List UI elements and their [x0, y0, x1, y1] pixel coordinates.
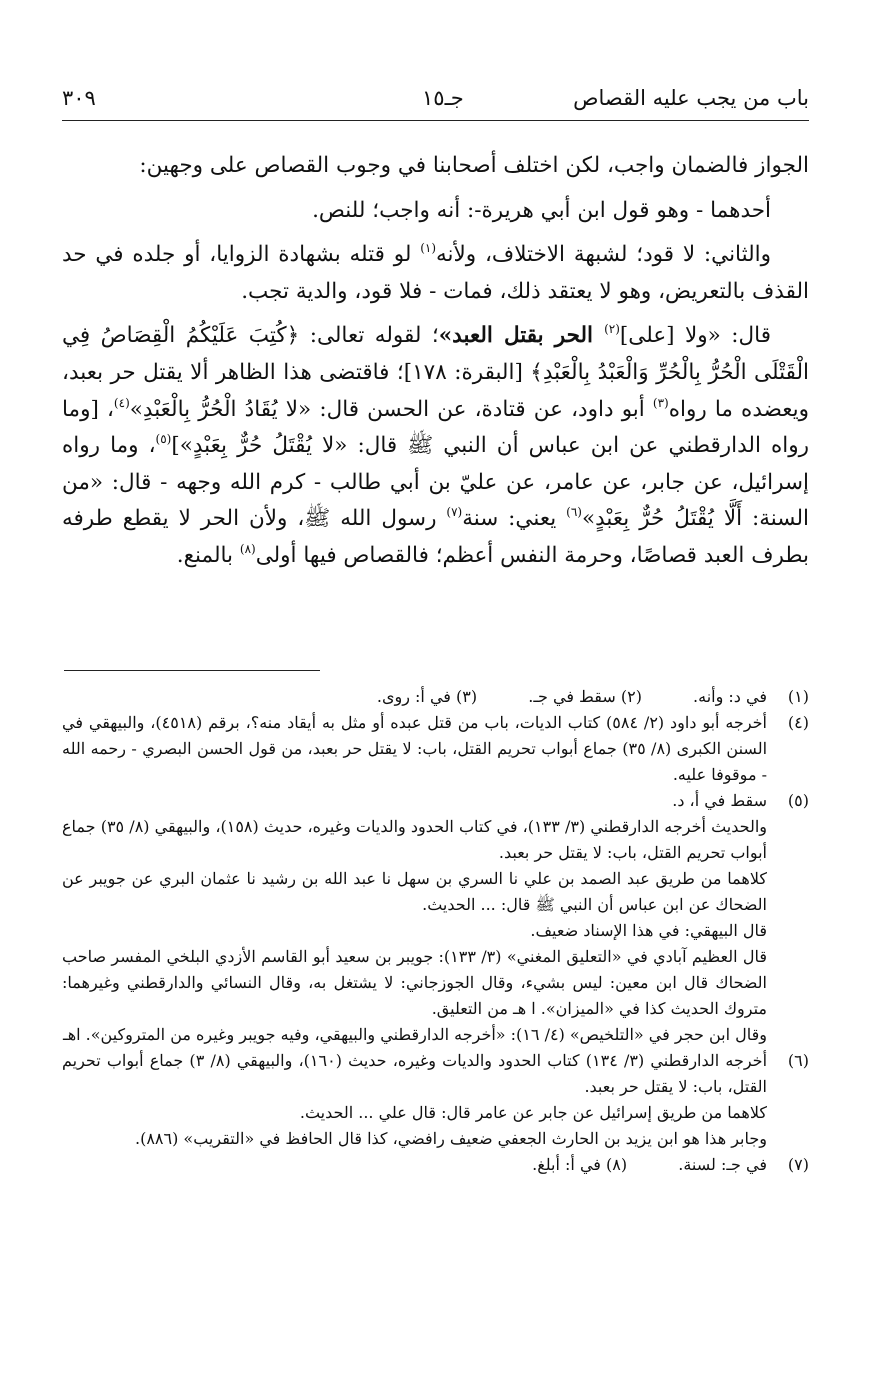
footnote-text: قال البيهقي: في هذا الإسناد ضعيف. [530, 921, 767, 940]
footnote-text: أخرجه أبو داود (٢/ ٥٨٤) كتاب الديات، باب من قتل عبده أو مثل به أيقاد منه؟، برقم (٤٥١٨)، والبيهقي في السنن الكبرى (٨/ ٣٥) جماع أبواب تحريم القتل، باب: لا يقتل حر بعبد، من قول الحسن البصري - رحمه الله - موقوفا عليه. [62, 713, 768, 784]
footnote-number: (٦) [787, 1051, 809, 1070]
chapter-title: باب من يجب عليه القصاص [573, 86, 809, 110]
footnote-text: وجابر هذا هو ابن يزيد بن الحارث الجعفي ضعيف رافضي، كذا قال الحافظ في «التقريب» (٨٨٦). [134, 1129, 767, 1148]
footnote-text: قال العظيم آبادي في «التعليق المغني» (٣/ ١٣٣): جويبر بن سعيد أبو القاسم الأزدي البلخي المفسر صاحب الضحاك قال ابن معين: ليس بشيء، وقال الجوزجاني: لا يشتغل به، وقال النسائي والدارقطني وغيرهما: متروك الحديث كذا في «الميزان». ا هـ من التعليق. [62, 947, 767, 1018]
text-run: والثاني: لا قود؛ لشبهة الاختلاف، ولأنه [436, 242, 772, 268]
text-run: [البقرة: ١٧٨]؛ فاقتضى هذا الظاهر ألا يقتل حر بعبد، ويعضده ما رواه [62, 359, 809, 422]
volume-number: جـ١٥ [422, 86, 464, 110]
footnote-number: (١) [787, 687, 809, 706]
quran-verse: ﴿كُتِبَ عَلَيْكُمُ الْقِصَاصُ فِي الْقَتْلَى الْحُرُّ بِالْحُرِّ وَالْعَبْدُ بِالْعَبْدِ﴾ [62, 323, 809, 385]
footnote-text: في أ: أبلغ. [532, 1155, 601, 1174]
footnote-ref-6[interactable]: (٦) [566, 505, 582, 520]
footnote-1-3 [62, 684, 809, 710]
footnote-text: سقط في جـ. [528, 687, 616, 706]
footnote-5 [62, 788, 809, 1048]
footnote-text: وقال ابن حجر في «التلخيص» (٤/ ١٦): «أخرجه الدارقطني والبيهقي، وفيه جويبر وغيره من المتروكين». اهـ [63, 1025, 767, 1044]
text-run: أبو داود، عن قتادة، عن الحسن قال: «لا يُقَادُ الْحُرُّ بِالْعَبْدِ» [129, 396, 653, 422]
text-run: ؛ لقوله تعالى: [299, 323, 439, 349]
footnote-ref-5[interactable]: (٥) [155, 432, 172, 447]
text-run: لو قتله بشهادة الزوايا، أو جلده في حد القذف بالتعريض، وهو لا يعتقد ذلك، فمات - فلا قود، والدية تجب. [62, 242, 809, 304]
footnote-text: كلاهما من طريق إسرائيل عن جابر عن عامر قال: قال علي ... الحديث. [299, 1103, 767, 1122]
text-run: رسول الله ﷺ، ولأن الحر لا يقطع طرفه بطرف العبد قصاصًا، وحرمة النفس أعظم؛ فالقصاص فيها أولى [62, 506, 809, 568]
paragraph-1: الجواز فالضمان واجب، لكن اختلف أصحابنا في وجوب القصاص على وجهين: [139, 153, 809, 178]
text-run: يعني: سنة [462, 506, 567, 532]
footnote-number: (٤) [787, 713, 809, 732]
footnote-7-8 [62, 1152, 809, 1178]
footnote-6 [62, 1048, 809, 1152]
text-run: قال: «ولا [على] [619, 323, 771, 349]
running-header [62, 80, 809, 121]
footnote-ref-2[interactable]: (٢) [604, 322, 620, 337]
matn-text: الحر بقتل العبد» [438, 323, 605, 349]
footnote-text: سقط في أ، د. [672, 791, 767, 810]
footnote-number: (٥) [787, 791, 809, 810]
text-run: بالمنع. [176, 542, 240, 568]
paragraph-3 [62, 237, 809, 310]
footnote-text: في د: وأنه. [693, 687, 767, 706]
footnote-ref-7[interactable]: (٧) [446, 505, 463, 520]
paragraph-4 [62, 318, 809, 574]
text-run: ، [وما رواه الدارقطني عن ابن عباس أن النبي ﷺ قال: «لا يُقْتَلُ حُرٌّ بِعَبْدٍ»] [62, 396, 809, 459]
footnote-text: والحديث أخرجه الدارقطني (٣/ ١٣٣)، في كتاب الحدود والديات وغيره، حديث (١٥٨)، والبيهقي (٨/ ٣٥) جماع أبواب تحريم القتل، باب: لا يقتل حر بعبد. [62, 817, 768, 862]
footnote-number: (٢) [620, 687, 642, 706]
footnote-ref-1[interactable]: (١) [420, 241, 437, 256]
main-text [62, 148, 809, 575]
footnote-text: في جـ: لسنة. [678, 1155, 767, 1174]
footnote-ref-8[interactable]: (٨) [239, 541, 256, 556]
footnote-text: في أ: روى. [376, 687, 451, 706]
footnote-ref-4[interactable]: (٤) [113, 395, 130, 410]
footnotes [62, 684, 809, 1178]
footnote-text: أخرجه الدارقطني (٣/ ١٣٤) كتاب الحدود والديات وغيره، حديث (١٦٠)، والبيهقي (٨/ ٣) جماع أبواب تحريم القتل، باب: لا يقتل حر بعبد. [62, 1051, 768, 1096]
footnote-text: كلاهما من طريق عبد الصمد بن علي نا السري بن سهل نا عبد الله بن رشيد نا عثمان البري عن جويبر عن الضحاك عن ابن عباس أن النبي ﷺ قال: ... الحديث. [62, 869, 767, 914]
footnote-ref-3[interactable]: (٣) [652, 395, 669, 410]
footnote-4 [62, 710, 809, 788]
footnote-number: (٧) [787, 1155, 809, 1174]
paragraph-2: أحدهما - وهو قول ابن أبي هريرة-: أنه واجب؛ للنص. [312, 197, 771, 223]
page-number: ٣٠٩ [62, 86, 96, 110]
footnote-number: (٣) [456, 687, 478, 706]
footnote-number: (٨) [606, 1155, 628, 1174]
footnote-divider [64, 670, 320, 671]
text-run: ، وما رواه إسرائيل، عن جابر، عن عامر، عن عليّ بن أبي طالب - كرم الله وجهه - قال: «من السنة: أَلَّا يُقْتَلُ حُرٌّ بِعَبْدٍ» [62, 433, 809, 532]
